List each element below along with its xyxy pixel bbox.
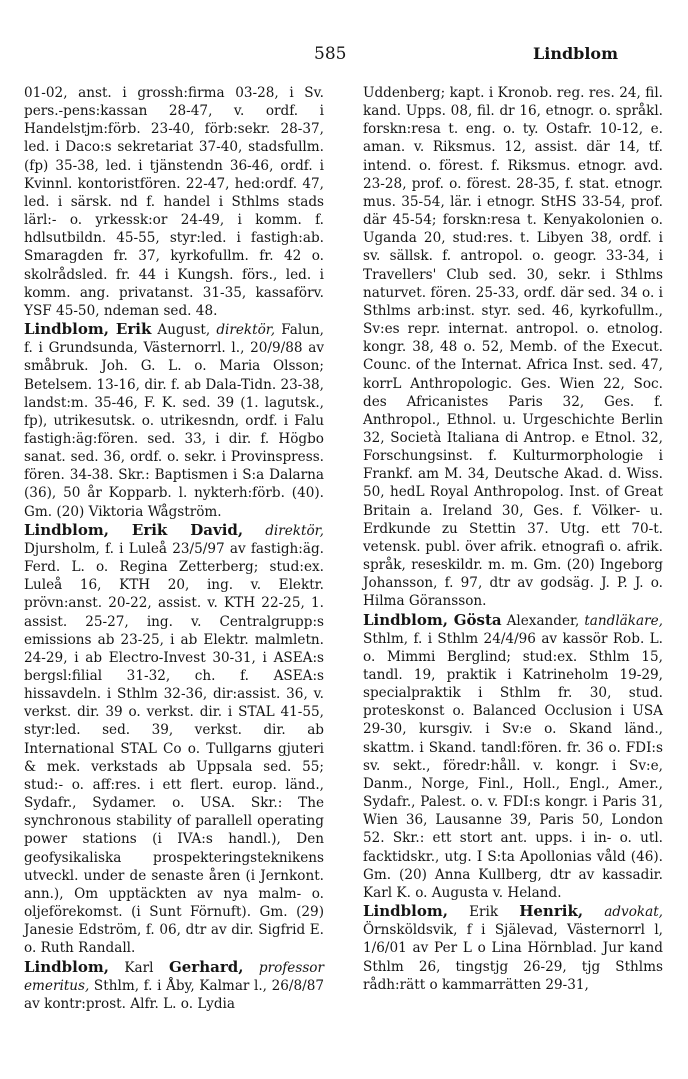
entry-text: Örnsköldsvik, f i Själevad, Västernorrl l, 1/6/01 av Per L o Lina Hörnblad. Jur kand Sthlm 26, tingstjg 26-29, tjg Sthlms rådh:rätt o kammarrätten 29-31, [363, 922, 663, 993]
entry-text: 01-02, anst. i grossh:firma 03-28, i Sv. pers.-pens:kassan 28-47, v. ordf. i Handelstjm:förb. 23-40, förb:sekr. 28-37, led. i Daco:s sekretariat 37-40, stadsfullm. (fp) 35-38, led. i tjänstendn 36-46, ordf. i Kvinnl. kontoristfören. 22-47, hed:ordf. 47, led. i särsk. nd f. handel i Sthlms stads lärl:- o. yrkessk:or 24-49, i komm. f. hdlsutbildn. 45-55, styr:led. i fastigh:ab. Smaragden fr. 37, kyrkofullm. fr. 42 o. skolrådsled. fr. 44 i Kungsh. förs., led. i komm. ang. privatanst. 31-35, kassaförv. YSF 45-50, ndeman sed. 48. [24, 85, 324, 319]
entry-given-name: Erik [447, 904, 520, 921]
entry-occupation: tandläkare, [584, 612, 663, 629]
left-column [24, 84, 324, 1013]
entry-lindblom-erik-august [24, 320, 324, 521]
entry-continuation [24, 84, 324, 320]
entry-occupation: direktör, [265, 522, 324, 539]
entry-headword: Lindblom, Erik [24, 320, 152, 339]
entry-given-name: Alexander, [501, 612, 580, 629]
entry-lindblom-karl-gerhard [24, 958, 324, 1013]
entry-text: Sthlm, f. i Åby, Kalmar l., 26/8/87 av kontr:prost. Alfr. L. o. Lydia [24, 977, 324, 1012]
running-head: Lindblom [532, 44, 618, 63]
entry-text: Falun, f. i Grundsunda, Västernorrl. l., 20/9/88 av småbruk. Joh. G. L. o. Maria Olsson; Betelsem. 13-16, dir. f. ab Dala-Tidn. 23-38, landst:m. 35-46, F. K. sed. 39 (1. lagutsk., fp), utrikesutsk. o. utrikesndn, ordf. i Falu fastigh:äg:fören. sed. 33, i dir. f. Högbo sanat. sed. 36, ordf. o. sekr. i Provinspress. fören. 34-38. Skr.: Baptismen i S:a Dalarna (36), 50 år Kopparb. l. nykterh:förb. (40). Gm. (20) Viktoria Wågström. [24, 322, 324, 520]
entry-headword: Lindblom, Gösta [363, 610, 502, 629]
entry-lindblom-erik-henrik [363, 902, 663, 994]
entry-given-name: Karl [108, 959, 169, 976]
entry-headword: Lindblom, [24, 957, 109, 976]
entry-headword: Lindblom, Erik David, [24, 520, 244, 539]
entry-occupation: direktör, [216, 322, 276, 339]
right-column [363, 84, 663, 994]
entry-lindblom-gosta [363, 611, 663, 903]
entry-text: Djursholm, f. i Luleå 23/5/97 av fastigh:äg. Ferd. L. o. Regina Zetterberg; stud:ex. Luleå 16, KTH 20, ing. v. Elektr. prövn:anst. 20-22, assist. v. KTH 22-25, 1. assist. 25-27, ing. v. Centralgrupp:s emissions ab 23-25, i ab Elektr. malmletn. 24-29, i ab Electro-Invest 30-31, i ASEA:s bergsl:filial 31-32, ch. f. ASEA:s hissavdeln. i Sthlm 32-36, dir:assist. 36, v. verkst. dir. 39 o. verkst. dir. i STAL 41-55, styr:led. sed. 39, verkst. dir. ab International STAL Co o. Tullgarns gjuteri & mek. verkstads ab Uppsala sed. 55; stud:- o. aff:res. i ett flert. europ. länd., Sydafr., Sydamer. o. USA. Skr.: The synchronous stability of parallell operating power stations (i IVA:s handl.), Den geofysikaliska prospekteringsteknikens utveckl. under de senaste åren (i Jernkont. ann.), Om upptäckten av nya malm- o. oljeförekomst. (i Sunt Förnuft). Gm. (29) Janesie Edström, f. 06, dtr av dir. Sigfrid E. o. Ruth Randall. [24, 540, 324, 957]
entry-call-name: Gerhard, [168, 957, 244, 976]
entry-lindblom-erik-david [24, 521, 324, 958]
entry-occupation: advokat, [604, 904, 663, 921]
entry-text: Uddenberg; kapt. i Kronob. reg. res. 24, fil. kand. Upps. 08, fil. dr 16, etnogr. o. språkl. forskn:resa t. eng. o. ty. Ostafr. 10-12, e. aman. v. Riksmus. 12, assist. där 14, tf. intend. o. förest. f. Riksmus. etnogr. avd. 23-28, prof. o. förest. 28-35, f. stat. etnogr. mus. 35-54, lär. i etnogr. StHS 33-54, prof. där 45-54; forskn:resa t. Kenyakolonien o. Uganda 20, stud:res. t. Libyen 38, ordf. i sv. sällsk. f. antropol. o. geogr. 33-34, i Travellers' Club sed. 30, sekr. i Sthlms naturvet. fören. 25-33, ordf. där sed. 34 o. i Sthlms arb:inst. styr. sed. 46, kyrkofullm., Sv:es repr. internat. antropol. o. etnolog. kongr. 38, 48 o. 52, Memb. of the Execut. Counc. of the Internat. Africa Inst. sed. 47, korrL Anthropologic. Ges. Wien 22, Soc. des Africanistes Paris 32, Ges. f. Anthropol., Ethnol. u. Urgeschichte Berlin 32, Società Italiana di Antrop. e Etnol. 32, Forschungsinst. f. Kulturmorphologie i Frankf. am M. 34, Deutsche Akad. d. Wiss. 50, hedL Royal Anthropolog. Inst. of Great Britain a. Ireland 30, Ges. f. Völker- u. Erdkunde zu Stettin 37. Utg. ett 70-t. vetensk. publ. över afrik. etnografi o. afrik. språk, reseskildr. m. m. Gm. (20) Ingeborg Johansson, f. 97, dtr av godsäg. J. P. J. o. Hilma Göransson. [363, 85, 663, 610]
entry-given-name: August, [151, 322, 211, 339]
entry-headword: Lindblom, [363, 902, 448, 921]
entry-call-name: Henrik, [519, 902, 584, 921]
page-header [0, 44, 688, 70]
entry-text: Sthlm, f. i Sthlm 24/4/96 av kassör Rob. L. o. Mimmi Berglind; stud:ex. Sthlm 15, tandl. 19, praktik i Katrineholm 19-29, specialpraktik i Sthlm fr. 30, stud. proteskonst o. Balanced Occlusion i USA 29-30, kursgiv. i Sv:e o. Skand länd., skattm. i Skand. tandl:fören. fr. 36 o. FDI:s sv. sekt., föredr:håll. v. kongr. i Sv:e, Danm., Norge, Finl., Holl., Engl., Amer., Sydafr., Palest. o. v. FDI:s kongr. i Paris 31, Wien 36, Lausanne 39, Paris 50, London 52. Skr.: ett stort ant. upps. i in- o. utl. facktidskr., utg. I S:ta Apollonias våld (46). Gm. (20) Anna Kullberg, dtr av kassadir. Karl K. o. Augusta v. Heland. [363, 630, 663, 901]
page-number: 585 [314, 44, 347, 64]
entry-occupation: professor emeritus, [24, 959, 324, 994]
entry-continuation [363, 84, 663, 611]
